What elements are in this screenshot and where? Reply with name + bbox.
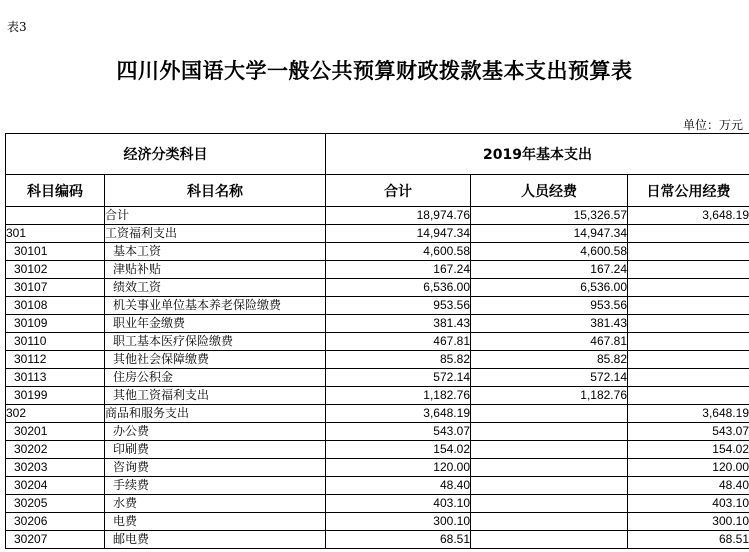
column-header-public: 日常公用经费 <box>628 175 749 207</box>
row-total: 3,648.19 <box>326 405 471 423</box>
table-row <box>6 351 749 369</box>
row-personnel: 14,947.34 <box>471 225 628 243</box>
table-row <box>6 261 749 279</box>
row-code: 30110 <box>6 333 105 351</box>
row-total: 467.81 <box>326 333 471 351</box>
row-name: 职工基本医疗保险缴费 <box>105 333 326 351</box>
header-2019-basic-expenditure: 2019年基本支出 <box>326 134 749 175</box>
row-personnel: 381.43 <box>471 315 628 333</box>
row-name: 合计 <box>105 207 326 225</box>
row-personnel: 467.81 <box>471 333 628 351</box>
unit-label: 单位：万元 <box>682 118 743 132</box>
row-code: 30204 <box>6 477 105 495</box>
row-personnel <box>471 495 628 513</box>
row-public <box>628 279 749 297</box>
row-public: 3,648.19 <box>628 207 749 225</box>
row-public: 48.40 <box>628 477 749 495</box>
row-public: 68.51 <box>628 531 749 549</box>
row-code <box>6 207 105 225</box>
table-row <box>6 459 749 477</box>
row-personnel <box>471 423 628 441</box>
row-public <box>628 333 749 351</box>
row-name: 工资福利支出 <box>105 225 326 243</box>
row-name: 机关事业单位基本养老保险缴费 <box>105 297 326 315</box>
row-code: 30101 <box>6 243 105 261</box>
row-total: 68.51 <box>326 531 471 549</box>
budget-table <box>5 133 749 549</box>
row-name: 绩效工资 <box>105 279 326 297</box>
row-personnel: 4,600.58 <box>471 243 628 261</box>
row-code: 30102 <box>6 261 105 279</box>
table-body <box>6 207 749 549</box>
row-code: 30107 <box>6 279 105 297</box>
row-public: 543.07 <box>628 423 749 441</box>
table-row <box>6 495 749 513</box>
row-name: 职业年金缴费 <box>105 315 326 333</box>
table-row <box>6 315 749 333</box>
column-header-name: 科目名称 <box>105 175 326 207</box>
row-personnel <box>471 531 628 549</box>
row-code: 30113 <box>6 369 105 387</box>
table-row <box>6 513 749 531</box>
row-personnel <box>471 405 628 423</box>
column-header-total: 合计 <box>326 175 471 207</box>
header-economic-category: 经济分类科目 <box>6 134 326 175</box>
row-code: 302 <box>6 405 105 423</box>
row-code: 30202 <box>6 441 105 459</box>
table-row <box>6 297 749 315</box>
row-personnel: 572.14 <box>471 369 628 387</box>
row-name: 水费 <box>105 495 326 513</box>
table-row <box>6 369 749 387</box>
row-personnel: 167.24 <box>471 261 628 279</box>
table-row <box>6 333 749 351</box>
row-total: 14,947.34 <box>326 225 471 243</box>
row-public: 154.02 <box>628 441 749 459</box>
table-row <box>6 441 749 459</box>
row-total: 572.14 <box>326 369 471 387</box>
row-public <box>628 297 749 315</box>
row-total: 381.43 <box>326 315 471 333</box>
table-row <box>6 477 749 495</box>
table-row <box>6 423 749 441</box>
row-public <box>628 315 749 333</box>
row-total: 300.10 <box>326 513 471 531</box>
row-total: 543.07 <box>326 423 471 441</box>
row-personnel: 6,536.00 <box>471 279 628 297</box>
row-public <box>628 369 749 387</box>
row-code: 301 <box>6 225 105 243</box>
row-personnel: 15,326.57 <box>471 207 628 225</box>
row-name: 津贴补贴 <box>105 261 326 279</box>
table-row <box>6 207 749 225</box>
row-public <box>628 225 749 243</box>
row-name: 手续费 <box>105 477 326 495</box>
row-code: 30203 <box>6 459 105 477</box>
page-title: 四川外国语大学一般公共预算财政拨款基本支出预算表 <box>116 59 633 83</box>
row-name: 电费 <box>105 513 326 531</box>
row-name: 咨询费 <box>105 459 326 477</box>
row-total: 48.40 <box>326 477 471 495</box>
row-public <box>628 243 749 261</box>
row-public <box>628 261 749 279</box>
table-row <box>6 225 749 243</box>
table-row <box>6 531 749 549</box>
row-public: 403.10 <box>628 495 749 513</box>
row-name: 印刷费 <box>105 441 326 459</box>
row-personnel <box>471 441 628 459</box>
row-name: 办公费 <box>105 423 326 441</box>
row-total: 120.00 <box>326 459 471 477</box>
row-total: 953.56 <box>326 297 471 315</box>
row-total: 18,974.76 <box>326 207 471 225</box>
row-public: 3,648.19 <box>628 405 749 423</box>
column-header-code: 科目编码 <box>6 175 105 207</box>
row-code: 30108 <box>6 297 105 315</box>
row-total: 4,600.58 <box>326 243 471 261</box>
row-name: 其他社会保障缴费 <box>105 351 326 369</box>
row-name: 基本工资 <box>105 243 326 261</box>
row-personnel <box>471 477 628 495</box>
row-code: 30207 <box>6 531 105 549</box>
row-name: 商品和服务支出 <box>105 405 326 423</box>
row-public: 120.00 <box>628 459 749 477</box>
row-total: 6,536.00 <box>326 279 471 297</box>
row-code: 30201 <box>6 423 105 441</box>
row-code: 30199 <box>6 387 105 405</box>
row-personnel: 953.56 <box>471 297 628 315</box>
row-personnel: 85.82 <box>471 351 628 369</box>
row-total: 85.82 <box>326 351 471 369</box>
row-total: 154.02 <box>326 441 471 459</box>
row-code: 30206 <box>6 513 105 531</box>
table-row <box>6 243 749 261</box>
row-personnel: 1,182.76 <box>471 387 628 405</box>
table-row <box>6 279 749 297</box>
row-code: 30205 <box>6 495 105 513</box>
row-public <box>628 387 749 405</box>
table-row <box>6 405 749 423</box>
row-total: 1,182.76 <box>326 387 471 405</box>
row-public: 300.10 <box>628 513 749 531</box>
row-personnel <box>471 513 628 531</box>
row-total: 167.24 <box>326 261 471 279</box>
row-public <box>628 351 749 369</box>
table-number: 表3 <box>7 20 27 34</box>
row-code: 30109 <box>6 315 105 333</box>
table-row <box>6 387 749 405</box>
row-code: 30112 <box>6 351 105 369</box>
row-personnel <box>471 459 628 477</box>
row-name: 邮电费 <box>105 531 326 549</box>
row-name: 其他工资福利支出 <box>105 387 326 405</box>
row-name: 住房公积金 <box>105 369 326 387</box>
column-header-personnel: 人员经费 <box>471 175 628 207</box>
row-total: 403.10 <box>326 495 471 513</box>
